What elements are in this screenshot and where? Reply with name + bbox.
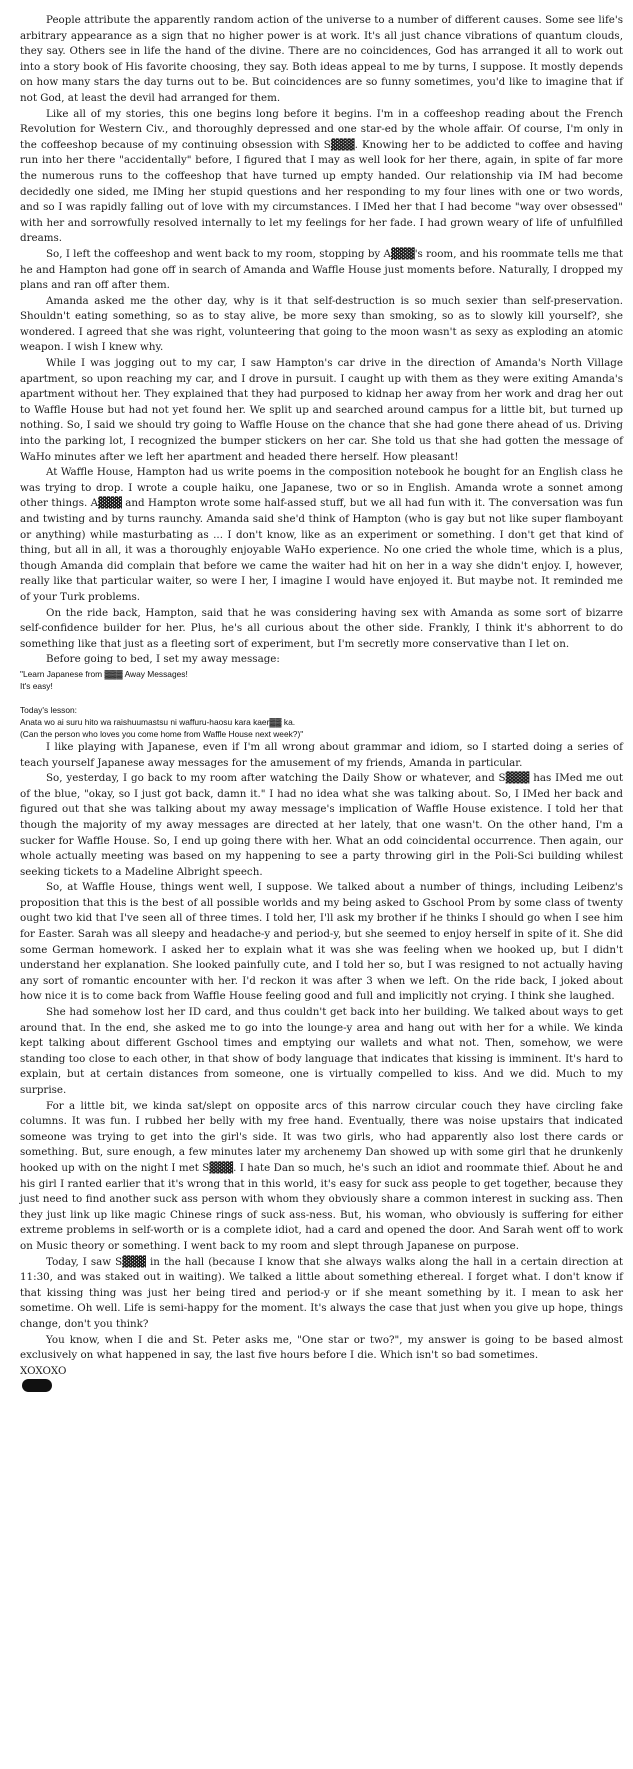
away-message-lesson-label: Today's lesson: — [20, 704, 77, 715]
away-message-block — [20, 668, 623, 740]
away-message-lesson-english: (Can the person who loves you come home from Waffle House next week?)" — [20, 728, 304, 739]
paragraph-9: I like playing with Japanese, even if I'm all wrong about grammar and idiom, so I started doing a series of teach yourself Japanese away messages for the amusement of my friends, Amanda in particular. — [20, 740, 623, 769]
redacted-signature-icon — [22, 1379, 52, 1392]
away-message-gap — [20, 692, 623, 704]
paragraph-4: Amanda asked me the other day, why is it that self-destruction is so much sexier than self-preservation. Shouldn't eating something, so as to stay alive, be more sexy than smoking, so as to slowly kill yourself?, she wondered. I agreed that she was right, volunteering that going to the moon wasn't as sexy as exploding an atomic weapon. I wish I knew why. — [20, 294, 623, 354]
paragraph-6: At Waffle House, Hampton had us write poems in the composition notebook he bought for an English class he was trying to drop. I wrote a couple haiku, one Japanese, two or so in English. Amanda wrote a sonnet among other things. A▓▓▓ and Hampton wrote some half-assed stuff, but we all had fun with it. The conversation was fun and twisting and by turns raunchy. Amanda said she'd think of Hampton (who is gay but not like super flamboyant or anything) while masturbating as ... I don't know, like as an experiment or something. I don't get that kind of thing, but all in all, it was a thoroughly enjoyable WaHo experience. No one cried the whole time, which is a plus, though Amanda did complain that before we came the waiter had hit on her in a way she didn't enjoy. I, however, really like that particular waiter, so were I her, I imagine I would have enjoyed it. But maybe not. It reminded me of your Turk problems. — [20, 466, 623, 603]
signature-line — [20, 1379, 623, 1396]
paragraph-2: Like all of my stories, this one begins long before it begins. I'm in a coffeeshop reading about the French Revolution for Western Civ., and thoroughly depressed and one star-ed by the whole affair. Of course, I'm only in the coffeeshop because of my continuing obsession with S▓▓▓. Knowing her to be addicted to coffee and having run into her there "accidentally" before, I figured that I may as well look for her there, again, in spite of far more the numerous runs to the coffeeshop that have turned up empty handed. Our relationship via IM had become decidedly one sided, me IMing her stupid questions and her responding to my four lines with one or two words, and so I was rapidly falling out of love with my circumstances. I IMed her that I had become "way over obsessed" with her and sorrowfully resolved internally to let my feelings for her fade. I had grown weary of life of unfulfilled dreams. — [20, 107, 623, 245]
paragraph-11: So, at Waffle House, things went well, I suppose. We talked about a number of things, including Leibenz's proposition that this is the best of all possible worlds and my being asked to Gschool Prom by some class of twenty ought two kid that I've seen all of three times. I told her, I'll ask my brother if he thinks I should go when I see him for Easter. Sarah was all sleepy and headache-y and period-y, but she seemed to enjoy herself in spite of it. She did some German homework. I asked her to explain what it was she was feeling when we hooked up, but I didn't understand her explanation. She looked painfully cute, and I told her so, but I was resigned to not actually having any sort of romantic encounter with her. I'd reckon it was after 3 when we left. On the ride back, I joked about how nice it is to come back from Waffle House feeling good and full and implicitly not crying. I think she laughed. — [20, 881, 623, 1003]
away-message-line-2: It's easy! — [20, 680, 53, 691]
paragraph-1: People attribute the apparently random action of the universe to a number of different causes. Some see life's arbitrary appearance as a sign that no higher power is at work. It's all just chance vibrations of quantum clouds, they say. Others see in life the hand of the divine. There are no coincidences, God has arranged it all to work out into a story book of His favorite choosing, they say. Both ideas appeal to me by turns, I suppose. It mostly depends on how many stars the day turns out to be. But coincidences are so funny sometimes, you'd like to imagine that if not God, at least the devil had arranged for them. — [20, 14, 623, 104]
paragraph-7: On the ride back, Hampton, said that he was considering having sex with Amanda as some sort of bizarre self-confidence builder for her. Plus, he's all curious about the other side. Frankly, I think it's abhorrent to do something like that just as a fleeting sort of experiment, but I'm secretly more conservative than I let on. — [20, 606, 623, 650]
away-message-lesson-japanese: Anata wo ai suru hito wa raishuumastsu ni waffuru-haosu kara kaer▓▓ ka. — [20, 716, 296, 727]
signoff: XOXOXO — [20, 1364, 67, 1377]
paragraph-15: You know, when I die and St. Peter asks me, "One star or two?", my answer is going to be based almost exclusively on what happened in say, the last five hours before I die. Which isn't so bad sometimes. — [20, 1333, 623, 1362]
paragraph-3: So, I left the coffeeshop and went back to my room, stopping by A▓▓▓'s room, and his roommate tells me that he and Hampton had gone off in search of Amanda and Waffle House just moments before. Naturally, I dropped my plans and ran off after them. — [20, 247, 623, 292]
paragraph-10: So, yesterday, I go back to my room after watching the Daily Show or whatever, and S▓▓▓ has IMed me out of the blue, "okay, so I just got back, damn it." I had no idea what she was talking about. So, I IMed her back and figured out that she was talking about my away message's implication of Waffle House existence. I told her that though the majority of my away messages are directed at her lately, that one wasn't. On the other hand, I'm a sucker for Waffle House. So, I end up going there with her. What an odd coincidental occurrence. Then again, our whole actually meeting was based on my happening to see a party throwing girl in the Poli-Sci building whilest seeking tickets to a Madeline Albright speech. — [20, 772, 623, 878]
paragraph-14: Today, I saw S▓▓▓ in the hall (because I know that she always walks along the hall in a certain direction at 11:30, and was staked out in waiting). We talked a little about something ethereal. I forget what. I don't know if that kissing thing was just her being tired and period-y or if she meant something by it. I mean to ask her sometime. Oh well. Life is semi-happy for the moment. It's always the case that just when you give up hope, things change, don't you think? — [20, 1255, 623, 1330]
paragraph-13: For a little bit, we kinda sat/slept on opposite arcs of this narrow circular couch they have circling fake columns. It was fun. I rubbed her belly with my free hand. Eventually, there was noise upstairs that indicated someone was trying to get into the girl's side. It was two girls, who had apparently also lost there cards or something. But, sure enough, a few minutes later my archenemy Dan showed up with some girl that he drunkenly hooked up with on the night I met S▓▓▓. I hate Dan so much, he's such an idiot and roommate thief. About he and his girl I ranted earlier that it's wrong that in this world, it's easy for suck ass people to get together, because they just need to find another suck ass person with whom they obviously share a common interest in sucking ass. Then they just link up like magic Chinese rings of suck ass-ness. But, his woman, who obviously is suffering for either extreme problems in self-worth or is a complete idiot, had a card and opened the door. And Sarah went off to work on Music theory or something. I went back to my room and slept through Japanese on purpose. — [20, 1099, 623, 1252]
paragraph-8: Before going to bed, I set my away message: — [46, 653, 280, 666]
paragraph-5: While I was jogging out to my car, I saw Hampton's car drive in the direction of Amanda's North Village apartment, so upon reaching my car, and I drove in pursuit. I caught up with them as they were exiting Amanda's apartment without her. They explained that they had purposed to kidnap her away from her work and drag her out to Waffle House but had not yet found her. We split up and searched around campus for a little bit, but turned up nothing. So, I said we should try going to Waffle House on the chance that she had gone there ahead of us. Driving into the parking lot, I recognized the bumper stickers on her car. She told us that she had gotten the message of WaHo minutes after we left her apartment and headed there herself. How pleasant! — [20, 357, 623, 463]
away-message-line-1: "Learn Japanese from ▓▓▓ Away Messages! — [20, 668, 188, 679]
paragraph-12: She had somehow lost her ID card, and thus couldn't get back into her building. We talked about ways to get around that. In the end, she asked me to go into the lounge-y area and hang out with her for a while. We kinda kept talking about different Gschool times and emptying our wallets and what not. Then, somehow, we were standing too close to each other, in that show of body language that indicates that kissing is imminent. It's hard to explain, but at certain distances from someone, one is virtually compelled to kiss. And we did. Much to my surprise. — [20, 1006, 623, 1096]
